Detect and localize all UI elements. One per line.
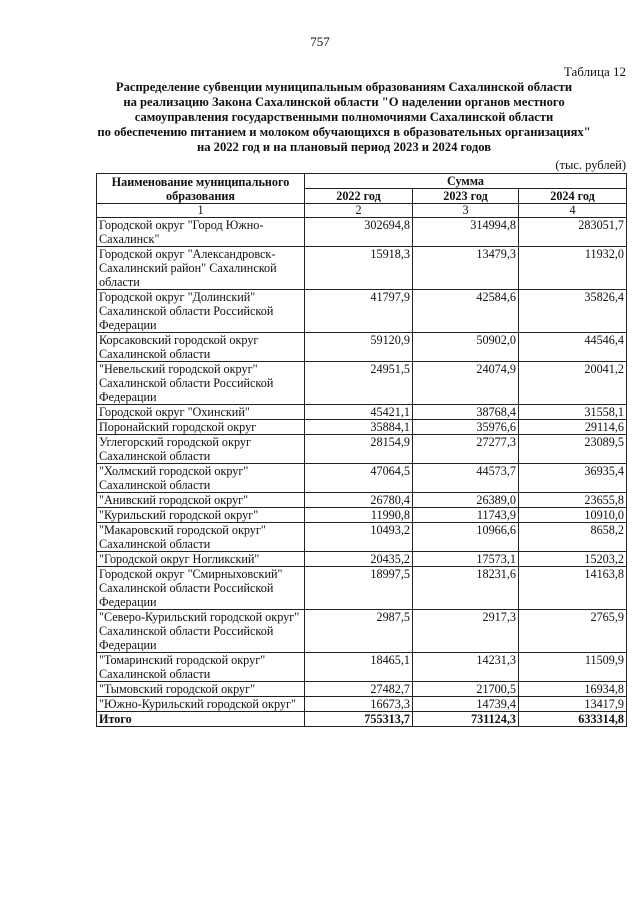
total-row xyxy=(97,712,627,727)
table-row xyxy=(97,682,627,697)
table-row xyxy=(97,290,627,333)
value-2023: 21700,5 xyxy=(413,682,519,697)
value-2024: 15203,2 xyxy=(519,552,627,567)
header-year-2022: 2022 год xyxy=(305,189,413,204)
value-2024: 36935,4 xyxy=(519,464,627,493)
value-2023: 42584,6 xyxy=(413,290,519,333)
column-number: 2 xyxy=(305,204,413,218)
value-2024: 10910,0 xyxy=(519,508,627,523)
table-row xyxy=(97,610,627,653)
table-row xyxy=(97,420,627,435)
table-row xyxy=(97,653,627,682)
municipality-name: Городской округ "Город Южно-Сахалинск" xyxy=(97,218,305,247)
value-2022: 45421,1 xyxy=(305,405,413,420)
value-2023: 13479,3 xyxy=(413,247,519,290)
municipality-name: "Северо-Курильский городской округ" Сахалинской области Российской Федерации xyxy=(97,610,305,653)
value-2022: 15918,3 xyxy=(305,247,413,290)
value-2024: 16934,8 xyxy=(519,682,627,697)
table-row xyxy=(97,552,627,567)
title-line: на реализацию Закона Сахалинской области "О наделении органов местного xyxy=(123,95,565,109)
table-row xyxy=(97,247,627,290)
table-row xyxy=(97,464,627,493)
municipality-name: Городской округ "Смирныховский" Сахалинской области Российской Федерации xyxy=(97,567,305,610)
value-2024: 11509,9 xyxy=(519,653,627,682)
value-2023: 14739,4 xyxy=(413,697,519,712)
value-2024: 283051,7 xyxy=(519,218,627,247)
value-2023: 14231,3 xyxy=(413,653,519,682)
municipality-name: "Томаринский городской округ" Сахалинской области xyxy=(97,653,305,682)
value-2024: 11932,0 xyxy=(519,247,627,290)
title-line: на 2022 год и на плановый период 2023 и 2024 годов xyxy=(196,140,492,154)
value-2024: 20041,2 xyxy=(519,362,627,405)
total-2023: 731124,3 xyxy=(413,712,519,727)
value-2022: 16673,3 xyxy=(305,697,413,712)
title-line: Распределение субвенции муниципальным образованиям Сахалинской области xyxy=(115,80,573,94)
municipality-name: Городской округ "Александровск-Сахалинский район" Сахалинской области xyxy=(97,247,305,290)
value-2022: 18997,5 xyxy=(305,567,413,610)
municipality-name: Корсаковский городской округ Сахалинской области xyxy=(97,333,305,362)
value-2022: 302694,8 xyxy=(305,218,413,247)
municipality-name: "Холмский городской округ" Сахалинской области xyxy=(97,464,305,493)
municipality-name: "Городской округ Ногликский" xyxy=(97,552,305,567)
header-name: Наименование муниципального образования xyxy=(97,174,305,204)
total-label: Итого xyxy=(97,712,305,727)
table-row xyxy=(97,508,627,523)
value-2024: 44546,4 xyxy=(519,333,627,362)
value-2023: 27277,3 xyxy=(413,435,519,464)
value-2023: 24074,9 xyxy=(413,362,519,405)
value-2022: 11990,8 xyxy=(305,508,413,523)
total-2022: 755313,7 xyxy=(305,712,413,727)
value-2024: 8658,2 xyxy=(519,523,627,552)
municipality-name: "Тымовский городской округ" xyxy=(97,682,305,697)
value-2024: 13417,9 xyxy=(519,697,627,712)
total-2024: 633314,8 xyxy=(519,712,627,727)
value-2024: 2765,9 xyxy=(519,610,627,653)
table-label: Таблица 12 xyxy=(563,64,626,79)
value-2023: 314994,8 xyxy=(413,218,519,247)
value-2023: 17573,1 xyxy=(413,552,519,567)
value-2022: 2987,5 xyxy=(305,610,413,653)
table-row xyxy=(97,697,627,712)
value-2023: 50902,0 xyxy=(413,333,519,362)
municipality-name: "Курильский городской округ" xyxy=(97,508,305,523)
value-2023: 44573,7 xyxy=(413,464,519,493)
value-2022: 47064,5 xyxy=(305,464,413,493)
value-2023: 11743,9 xyxy=(413,508,519,523)
value-2022: 41797,9 xyxy=(305,290,413,333)
value-2022: 20435,2 xyxy=(305,552,413,567)
municipality-name: Углегорский городской округ Сахалинской области xyxy=(97,435,305,464)
header-year-2023: 2023 год xyxy=(413,189,519,204)
value-2022: 10493,2 xyxy=(305,523,413,552)
value-2024: 29114,6 xyxy=(519,420,627,435)
column-number: 1 xyxy=(97,204,305,218)
value-2023: 10966,6 xyxy=(413,523,519,552)
column-number: 4 xyxy=(519,204,627,218)
municipality-name: "Макаровский городской округ" Сахалинской области xyxy=(97,523,305,552)
value-2022: 35884,1 xyxy=(305,420,413,435)
table-row xyxy=(97,493,627,508)
value-2024: 14163,8 xyxy=(519,567,627,610)
subvention-table xyxy=(96,173,627,727)
header-row xyxy=(97,174,627,189)
value-2023: 2917,3 xyxy=(413,610,519,653)
table-row xyxy=(97,218,627,247)
value-2024: 23089,5 xyxy=(519,435,627,464)
value-2023: 18231,6 xyxy=(413,567,519,610)
value-2024: 31558,1 xyxy=(519,405,627,420)
table-row xyxy=(97,333,627,362)
title-line: по обеспечению питанием и молоком обучающихся в образовательных организациях" xyxy=(97,125,591,139)
table-row xyxy=(97,435,627,464)
value-2024: 35826,4 xyxy=(519,290,627,333)
title-line: самоуправления государственными полномочиями Сахалинской области xyxy=(134,110,554,124)
municipality-name: Городской округ "Охинский" xyxy=(97,405,305,420)
municipality-name: "Южно-Курильский городской округ" xyxy=(97,697,305,712)
table-row xyxy=(97,405,627,420)
value-2023: 35976,6 xyxy=(413,420,519,435)
value-2022: 24951,5 xyxy=(305,362,413,405)
units-label: (тыс. рублей) xyxy=(555,158,626,172)
table-row xyxy=(97,523,627,552)
value-2023: 38768,4 xyxy=(413,405,519,420)
value-2024: 23655,8 xyxy=(519,493,627,508)
header-sum: Сумма xyxy=(305,174,627,189)
header-year-2024: 2024 год xyxy=(519,189,627,204)
column-number: 3 xyxy=(413,204,519,218)
municipality-name: "Анивский городской округ" xyxy=(97,493,305,508)
table-row xyxy=(97,362,627,405)
value-2022: 28154,9 xyxy=(305,435,413,464)
municipality-name: "Невельский городской округ" Сахалинской области Российской Федерации xyxy=(97,362,305,405)
value-2022: 26780,4 xyxy=(305,493,413,508)
page-number: 757 xyxy=(310,34,330,49)
column-numbers-row xyxy=(97,204,627,218)
value-2023: 26389,0 xyxy=(413,493,519,508)
value-2022: 27482,7 xyxy=(305,682,413,697)
municipality-name: Поронайский городской округ xyxy=(97,420,305,435)
document-title xyxy=(60,80,628,155)
municipality-name: Городской округ "Долинский" Сахалинской области Российской Федерации xyxy=(97,290,305,333)
value-2022: 18465,1 xyxy=(305,653,413,682)
value-2022: 59120,9 xyxy=(305,333,413,362)
table-row xyxy=(97,567,627,610)
